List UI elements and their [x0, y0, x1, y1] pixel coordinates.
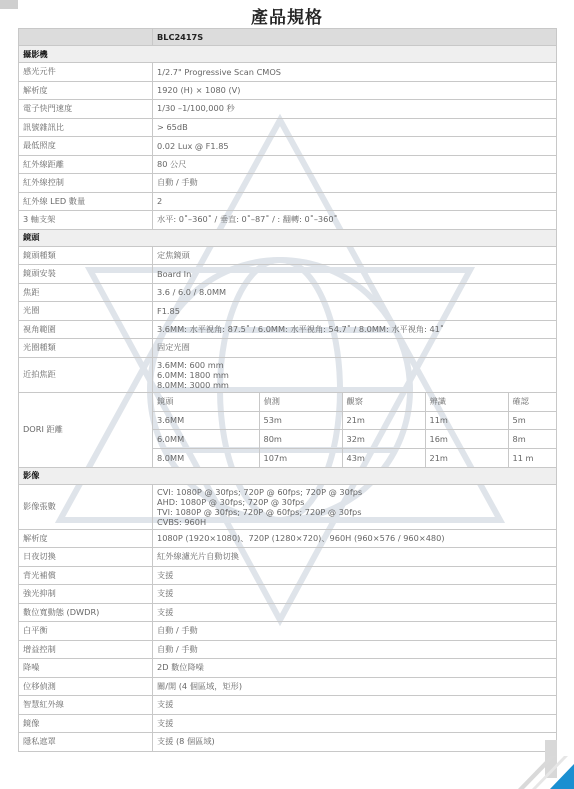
row-value: F1.85 [153, 302, 557, 321]
table-row [19, 81, 557, 100]
row-value: 1920 (H) × 1080 (V) [153, 81, 557, 100]
dori-cell: 8m [508, 430, 556, 449]
row-label: 位移偵測 [19, 677, 153, 696]
dori-header: 觀察 [342, 393, 425, 412]
table-row-close-focus [19, 357, 557, 392]
table-row [19, 100, 557, 119]
table-row [19, 246, 557, 265]
row-label: 電子快門速度 [19, 100, 153, 119]
table-row [19, 265, 557, 284]
header-blank [19, 29, 153, 46]
video-format-values [153, 484, 557, 529]
row-value: 紅外線濾光片自動切換 [153, 548, 557, 567]
row-value: 支援 [153, 714, 557, 733]
dori-cell: 53m [259, 411, 342, 430]
row-value: 自動 / 手動 [153, 640, 557, 659]
dori-header: 偵測 [259, 393, 342, 412]
table-row [19, 192, 557, 211]
section-lens [19, 229, 557, 246]
table-row [19, 283, 557, 302]
row-label: 訊號雜訊比 [19, 118, 153, 137]
dori-cell: 8.0MM [153, 448, 259, 467]
row-label: 智慧紅外線 [19, 696, 153, 715]
row-label: 光圈種類 [19, 339, 153, 358]
section-video [19, 467, 557, 484]
table-row [19, 677, 557, 696]
row-value: 0.02 Lux @ F1.85 [153, 137, 557, 156]
model-header: BLC2417S [153, 29, 557, 46]
table-row [19, 302, 557, 321]
dori-cell: 43m [342, 448, 425, 467]
dori-cell: 21m [342, 411, 425, 430]
close-focus-values [153, 357, 557, 392]
row-value: 定焦鏡頭 [153, 246, 557, 265]
section-camera [19, 46, 557, 63]
dori-cell: 16m [425, 430, 508, 449]
dori-row [153, 411, 556, 430]
row-label: 3 軸支架 [19, 211, 153, 230]
section-title: 影像 [19, 467, 557, 484]
dori-cell: 107m [259, 448, 342, 467]
row-value: 支援 [153, 566, 557, 585]
dori-cell: 11m [425, 411, 508, 430]
table-row [19, 548, 557, 567]
row-label: 強光抑制 [19, 585, 153, 604]
row-label: 數位寬動態 (DWDR) [19, 603, 153, 622]
corner-stripes-decoration [498, 748, 574, 789]
row-label: 降噪 [19, 659, 153, 678]
dori-header: 鏡頭 [153, 393, 259, 412]
table-row [19, 622, 557, 641]
row-label: 日夜切換 [19, 548, 153, 567]
row-label: 焦距 [19, 283, 153, 302]
table-row [19, 640, 557, 659]
table-row [19, 174, 557, 193]
spec-table [18, 28, 557, 752]
row-value: > 65dB [153, 118, 557, 137]
dori-table [153, 393, 556, 467]
row-value: 自動 / 手動 [153, 622, 557, 641]
video-format-line: CVBS: 960H [157, 516, 207, 527]
dori-cell: 3.6MM [153, 411, 259, 430]
row-value: 支援 [153, 696, 557, 715]
row-label: 紅外線距離 [19, 155, 153, 174]
table-row [19, 211, 557, 230]
table-row [19, 603, 557, 622]
page-title: 產品規格 [251, 8, 323, 28]
table-row [19, 529, 557, 548]
table-row [19, 118, 557, 137]
row-value: 1080P (1920×1080)、720P (1280×720)、960H (960×576 / 960×480) [153, 529, 557, 548]
dori-header: 確認 [508, 393, 556, 412]
row-label: 視角範圍 [19, 320, 153, 339]
table-row [19, 155, 557, 174]
table-row [19, 714, 557, 733]
table-row [19, 585, 557, 604]
row-value: 固定光圈 [153, 339, 557, 358]
row-value: 支援 [153, 603, 557, 622]
table-header-row [19, 29, 557, 46]
row-label: 感光元件 [19, 63, 153, 82]
section-title: 鏡頭 [19, 229, 557, 246]
row-label: 解析度 [19, 529, 153, 548]
dori-cell: 6.0MM [153, 430, 259, 449]
row-label: 影像張數 [19, 484, 153, 529]
table-row [19, 696, 557, 715]
dori-cell: 21m [425, 448, 508, 467]
row-value: 自動 / 手動 [153, 174, 557, 193]
row-value: 1/30 –1/100,000 秒 [153, 100, 557, 119]
dori-row [153, 430, 556, 449]
video-format-line: CVI: 1080P @ 30fps; 720P @ 60fps; 720P @ 30fps [157, 486, 363, 497]
row-value: 水平: 0˚–360˚ / 垂直: 0˚–87˚ / : 翻轉: 0˚–360˚ [153, 211, 557, 230]
close-focus-line: 3.6MM: 600 mm [157, 359, 224, 370]
table-row [19, 137, 557, 156]
row-label: DORI 距離 [19, 392, 153, 467]
table-row-dori [19, 392, 557, 467]
row-label: 鏡頭種類 [19, 246, 153, 265]
section-title: 攝影機 [19, 46, 557, 63]
row-label: 白平衡 [19, 622, 153, 641]
row-label: 解析度 [19, 81, 153, 100]
table-row [19, 339, 557, 358]
dori-cell: 32m [342, 430, 425, 449]
row-label: 近拍焦距 [19, 357, 153, 392]
close-focus-line: 6.0MM: 1800 mm [157, 369, 229, 380]
table-row [19, 566, 557, 585]
table-row-video-format [19, 484, 557, 529]
dori-header-row [153, 393, 556, 412]
row-label: 光圈 [19, 302, 153, 321]
table-row [19, 733, 557, 752]
dori-header: 辨識 [425, 393, 508, 412]
row-value: Board In [153, 265, 557, 284]
row-label: 鏡頭安裝 [19, 265, 153, 284]
row-value: 2D 數位降噪 [153, 659, 557, 678]
row-value: 支援 (8 個區域) [153, 733, 557, 752]
row-label: 紅外線控制 [19, 174, 153, 193]
row-value: 2 [153, 192, 557, 211]
table-row [19, 63, 557, 82]
table-row [19, 659, 557, 678]
video-format-line: AHD: 1080P @ 30fps; 720P @ 30fps [157, 496, 305, 507]
row-value: 支援 [153, 585, 557, 604]
row-label: 最低照度 [19, 137, 153, 156]
table-row [19, 320, 557, 339]
dori-cell: 80m [259, 430, 342, 449]
row-value: 1/2.7" Progressive Scan CMOS [153, 63, 557, 82]
dori-row [153, 448, 556, 467]
row-label: 增益控制 [19, 640, 153, 659]
close-focus-line: 8.0MM: 3000 mm [157, 379, 229, 390]
row-label: 鏡像 [19, 714, 153, 733]
row-value: 80 公尺 [153, 155, 557, 174]
video-format-line: TVI: 1080P @ 30fps; 720P @ 60fps; 720P @ 30fps [157, 506, 362, 517]
dori-cell: 11 m [512, 452, 534, 463]
row-value: 3.6 / 6.0 / 8.0MM [153, 283, 557, 302]
row-value: 3.6MM: 水平視角: 87.5˚ / 6.0MM: 水平視角: 54.7˚ / 8.0MM: 水平視角: 41˚ [153, 320, 557, 339]
row-value: 關/開 (4 個區域，矩形) [153, 677, 557, 696]
row-label: 隱私遮罩 [19, 733, 153, 752]
dori-cell [153, 392, 557, 467]
row-label: 紅外線 LED 數量 [19, 192, 153, 211]
dori-cell: 5m [508, 411, 556, 430]
row-label: 背光補償 [19, 566, 153, 585]
